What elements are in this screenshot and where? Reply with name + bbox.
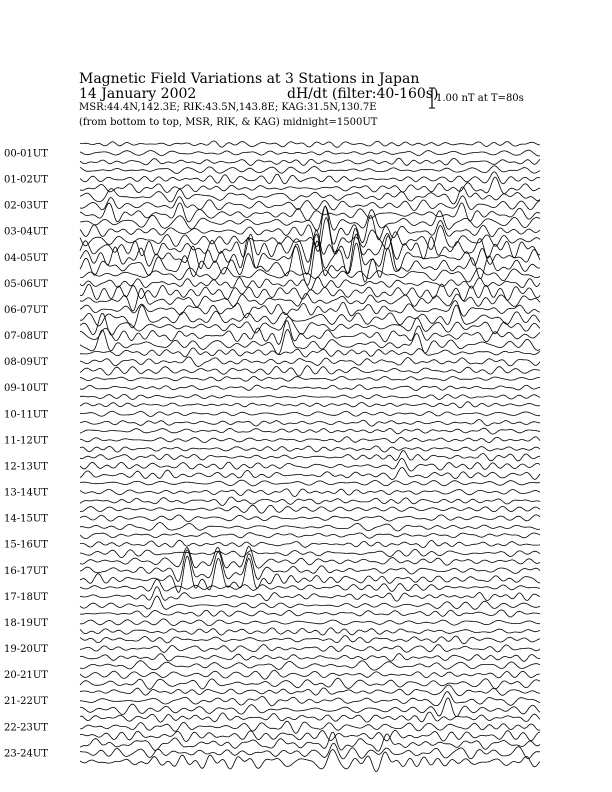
chart-quantity: dH/dt (filter:40-160s) [287, 86, 439, 102]
trace-msr-row-23 [80, 750, 540, 772]
trace-rik-row-0 [80, 150, 540, 156]
row-label: 13-14UT [4, 487, 48, 499]
trace-kag-row-18 [80, 610, 540, 617]
trace-kag-row-22 [80, 712, 540, 722]
trace-rik-row-9 [80, 385, 540, 391]
trace-kag-row-1 [80, 166, 540, 174]
row-label: 08-09UT [4, 357, 48, 369]
trace-kag-row-0 [80, 141, 540, 147]
trace-kag-row-20 [80, 661, 540, 670]
trace-msr-row-7 [80, 330, 540, 355]
row-label-layer [4, 149, 48, 760]
trace-rik-row-21 [80, 692, 540, 706]
trace-rik-row-10 [80, 411, 540, 416]
trace-rik-row-2 [80, 196, 540, 211]
trace-kag-row-19 [80, 636, 540, 644]
row-label: 12-13UT [4, 461, 48, 473]
row-label: 10-11UT [4, 409, 48, 421]
trace-msr-row-0 [80, 158, 540, 165]
trace-msr-row-21 [80, 698, 540, 717]
station-order-note: (from bottom to top, MSR, RIK, & KAG) midnight=1500UT [79, 117, 378, 128]
trace-rik-row-12 [80, 458, 540, 471]
row-label: 03-04UT [4, 226, 48, 238]
trace-kag-row-8 [80, 348, 540, 357]
row-label: 06-07UT [4, 304, 48, 316]
trace-kag-row-13 [80, 480, 540, 486]
trace-rik-row-6 [80, 301, 540, 318]
trace-kag-row-2 [80, 187, 540, 204]
row-label: 18-19UT [4, 617, 48, 629]
row-label: 22-23UT [4, 722, 48, 734]
trace-rik-row-20 [80, 670, 540, 679]
chart-date: 14 January 2002 [79, 86, 197, 102]
trace-kag-row-14 [80, 505, 540, 513]
trace-rik-row-19 [80, 645, 540, 653]
trace-msr-row-20 [80, 678, 540, 689]
trace-rik-row-13 [80, 489, 540, 497]
trace-msr-row-12 [80, 468, 540, 480]
row-label: 07-08UT [4, 331, 48, 343]
trace-rik-row-15 [80, 540, 540, 547]
scale-label: 1.00 nT at T=80s [436, 93, 524, 104]
trace-rik-row-14 [80, 515, 540, 522]
trace-rik-row-17 [80, 587, 540, 601]
row-label: 09-10UT [4, 383, 48, 395]
trace-msr-row-10 [80, 420, 540, 427]
trace-rik-row-18 [80, 619, 540, 626]
trace-rik-row-22 [80, 721, 540, 733]
row-label: 16-17UT [4, 565, 48, 577]
trace-rik-row-11 [80, 437, 540, 443]
row-label: 00-01UT [4, 148, 48, 160]
trace-kag-row-16 [80, 546, 540, 568]
row-label: 19-20UT [4, 644, 48, 656]
row-label: 17-18UT [4, 591, 48, 603]
trace-msr-row-13 [80, 497, 540, 506]
trace-msr-row-18 [80, 628, 540, 635]
row-label: 04-05UT [4, 252, 48, 264]
trace-layer [80, 141, 540, 772]
trace-kag-row-10 [80, 402, 540, 408]
row-label: 14-15UT [4, 513, 48, 525]
row-label: 23-24UT [4, 748, 48, 760]
row-label: 01-02UT [4, 174, 48, 186]
station-coordinates: MSR:44.4N,142.3E; RIK:43.5N,143.8E; KAG:31.5N,130.7E [79, 102, 377, 113]
trace-kag-row-12 [80, 451, 540, 461]
row-label: 05-06UT [4, 278, 48, 290]
trace-rik-row-1 [80, 172, 540, 184]
trace-msr-row-15 [80, 549, 540, 557]
trace-msr-row-17 [80, 596, 540, 609]
trace-msr-row-4 [80, 241, 540, 285]
row-label: 11-12UT [4, 435, 48, 447]
trace-rik-row-23 [80, 743, 540, 759]
row-label: 15-16UT [4, 539, 48, 551]
trace-rik-row-3 [80, 206, 540, 247]
trace-kag-row-7 [80, 313, 540, 335]
trace-kag-row-6 [80, 288, 540, 311]
trace-msr-row-11 [80, 446, 540, 452]
trace-msr-row-19 [80, 654, 540, 662]
row-label: 21-22UT [4, 696, 48, 708]
trace-msr-row-8 [80, 366, 540, 376]
trace-msr-row-16 [80, 556, 540, 592]
chart-title: Magnetic Field Variations at 3 Stations in Japan [79, 71, 420, 87]
trace-msr-row-9 [80, 394, 540, 399]
trace-kag-row-9 [80, 376, 540, 381]
trace-kag-row-4 [80, 229, 540, 263]
trace-msr-row-22 [80, 730, 540, 741]
row-label: 02-03UT [4, 200, 48, 212]
trace-kag-row-15 [80, 533, 540, 539]
trace-kag-row-21 [80, 685, 540, 696]
trace-msr-row-14 [80, 523, 540, 532]
row-label: 20-21UT [4, 670, 48, 682]
trace-kag-row-11 [80, 428, 540, 434]
trace-rik-row-8 [80, 357, 540, 367]
